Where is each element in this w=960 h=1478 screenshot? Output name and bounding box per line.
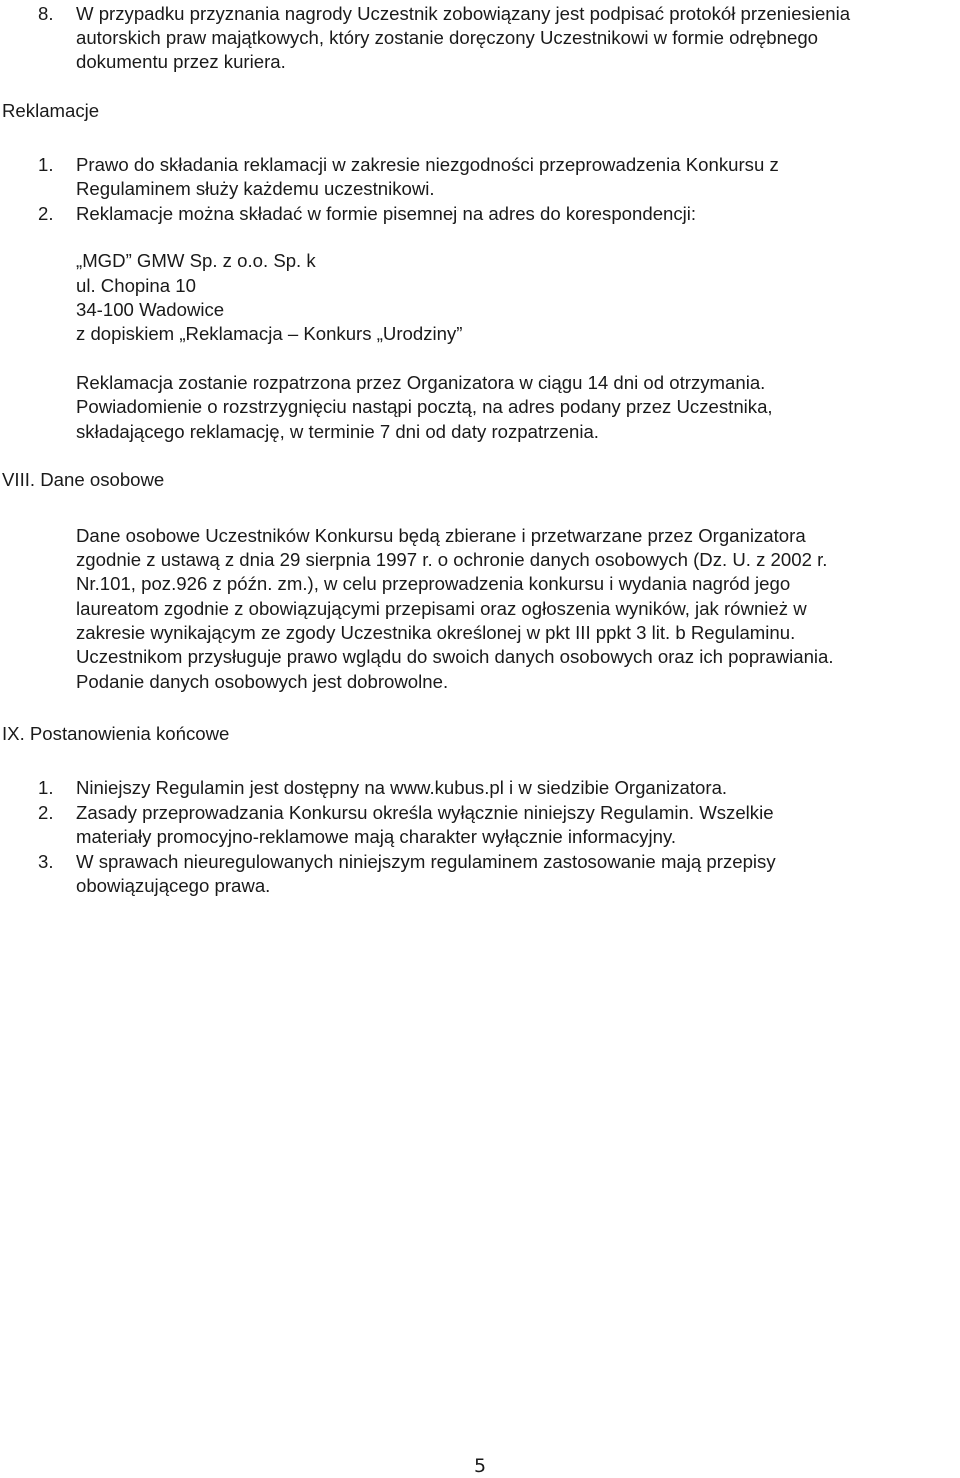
section-ix-item-line: materiały promocyjno-reklamowe mają charakter wyłącznie informacyjny. (76, 826, 677, 847)
section-ix-item-line: Zasady przeprowadzania Konkursu określa wyłącznie niniejszy Regulamin. Wszelkie (76, 802, 774, 823)
address-line: z dopiskiem „Reklamacja – Konkurs „Urodziny” (76, 323, 463, 344)
section-viii-heading: VIII. Dane osobowe (2, 469, 165, 490)
section-ix-item-number: 2. (38, 802, 54, 823)
section-viii-line: Nr.101, poz.926 z późn. zm.), w celu przeprowadzenia konkursu i wydania nagród jego (76, 573, 791, 594)
note-line: składającego reklamację, w terminie 7 dni od daty rozpatrzenia. (76, 421, 599, 442)
reklamacje-item-number: 1. (38, 154, 54, 175)
note-line: Powiadomienie o rozstrzygnięciu nastąpi pocztą, na adres podany przez Uczestnika, (76, 396, 773, 417)
section-ix-heading: IX. Postanowienia końcowe (2, 723, 230, 744)
reklamacje-item-number: 2. (38, 203, 54, 224)
point-8-line: autorskich praw majątkowych, który zostanie doręczony Uczestnikowi w formie odrębnego (76, 27, 819, 48)
section-viii-line: zgodnie z ustawą z dnia 29 sierpnia 1997 r. o ochronie danych osobowych (Dz. U. z 2002 r. (76, 549, 828, 570)
reklamacje-item-line: Regulaminem służy każdemu uczestnikowi. (76, 178, 435, 199)
section-ix-item-line: Niniejszy Regulamin jest dostępny na www.kubus.pl i w siedzibie Organizatora. (76, 777, 728, 798)
section-ix-item-number: 3. (38, 851, 54, 872)
address-line: „MGD” GMW Sp. z o.o. Sp. k (76, 250, 316, 271)
reklamacje-item-line: Reklamacje można składać w formie pisemnej na adres do korespondencji: (76, 203, 697, 224)
point-8-number: 8. (38, 3, 54, 24)
page-number: 5 (473, 1455, 487, 1477)
section-viii-line: Uczestnikom przysługuje prawo wglądu do swoich danych osobowych oraz ich poprawiania. (76, 646, 834, 667)
section-ix-item-line: obowiązującego prawa. (76, 875, 271, 896)
section-viii-line: Dane osobowe Uczestników Konkursu będą zbierane i przetwarzane przez Organizatora (76, 525, 806, 546)
note-line: Reklamacja zostanie rozpatrzona przez Organizatora w ciągu 14 dni od otrzymania. (76, 372, 766, 393)
section-viii-line: zakresie wynikającym ze zgody Uczestnika określonej w pkt III ppkt 3 lit. b Regulaminu. (76, 622, 796, 643)
section-viii-line: laureatom zgodnie z obowiązującymi przepisami oraz ogłoszenia wyników, jak również w (76, 598, 807, 619)
section-ix-item-line: W sprawach nieuregulowanych niniejszym regulaminem zastosowanie mają przepisy (76, 851, 776, 872)
point-8-line: W przypadku przyznania nagrody Uczestnik zobowiązany jest podpisać protokół przeniesienia (76, 3, 851, 24)
section-viii-line: Podanie danych osobowych jest dobrowolne. (76, 671, 449, 692)
address-line: 34-100 Wadowice (76, 299, 225, 320)
section-ix-item-number: 1. (38, 777, 54, 798)
point-8-line: dokumentu przez kuriera. (76, 51, 286, 72)
reklamacje-heading: Reklamacje (2, 100, 100, 121)
reklamacje-item-line: Prawo do składania reklamacji w zakresie niezgodności przeprowadzenia Konkursu z (76, 154, 779, 175)
address-line: ul. Chopina 10 (76, 275, 196, 296)
